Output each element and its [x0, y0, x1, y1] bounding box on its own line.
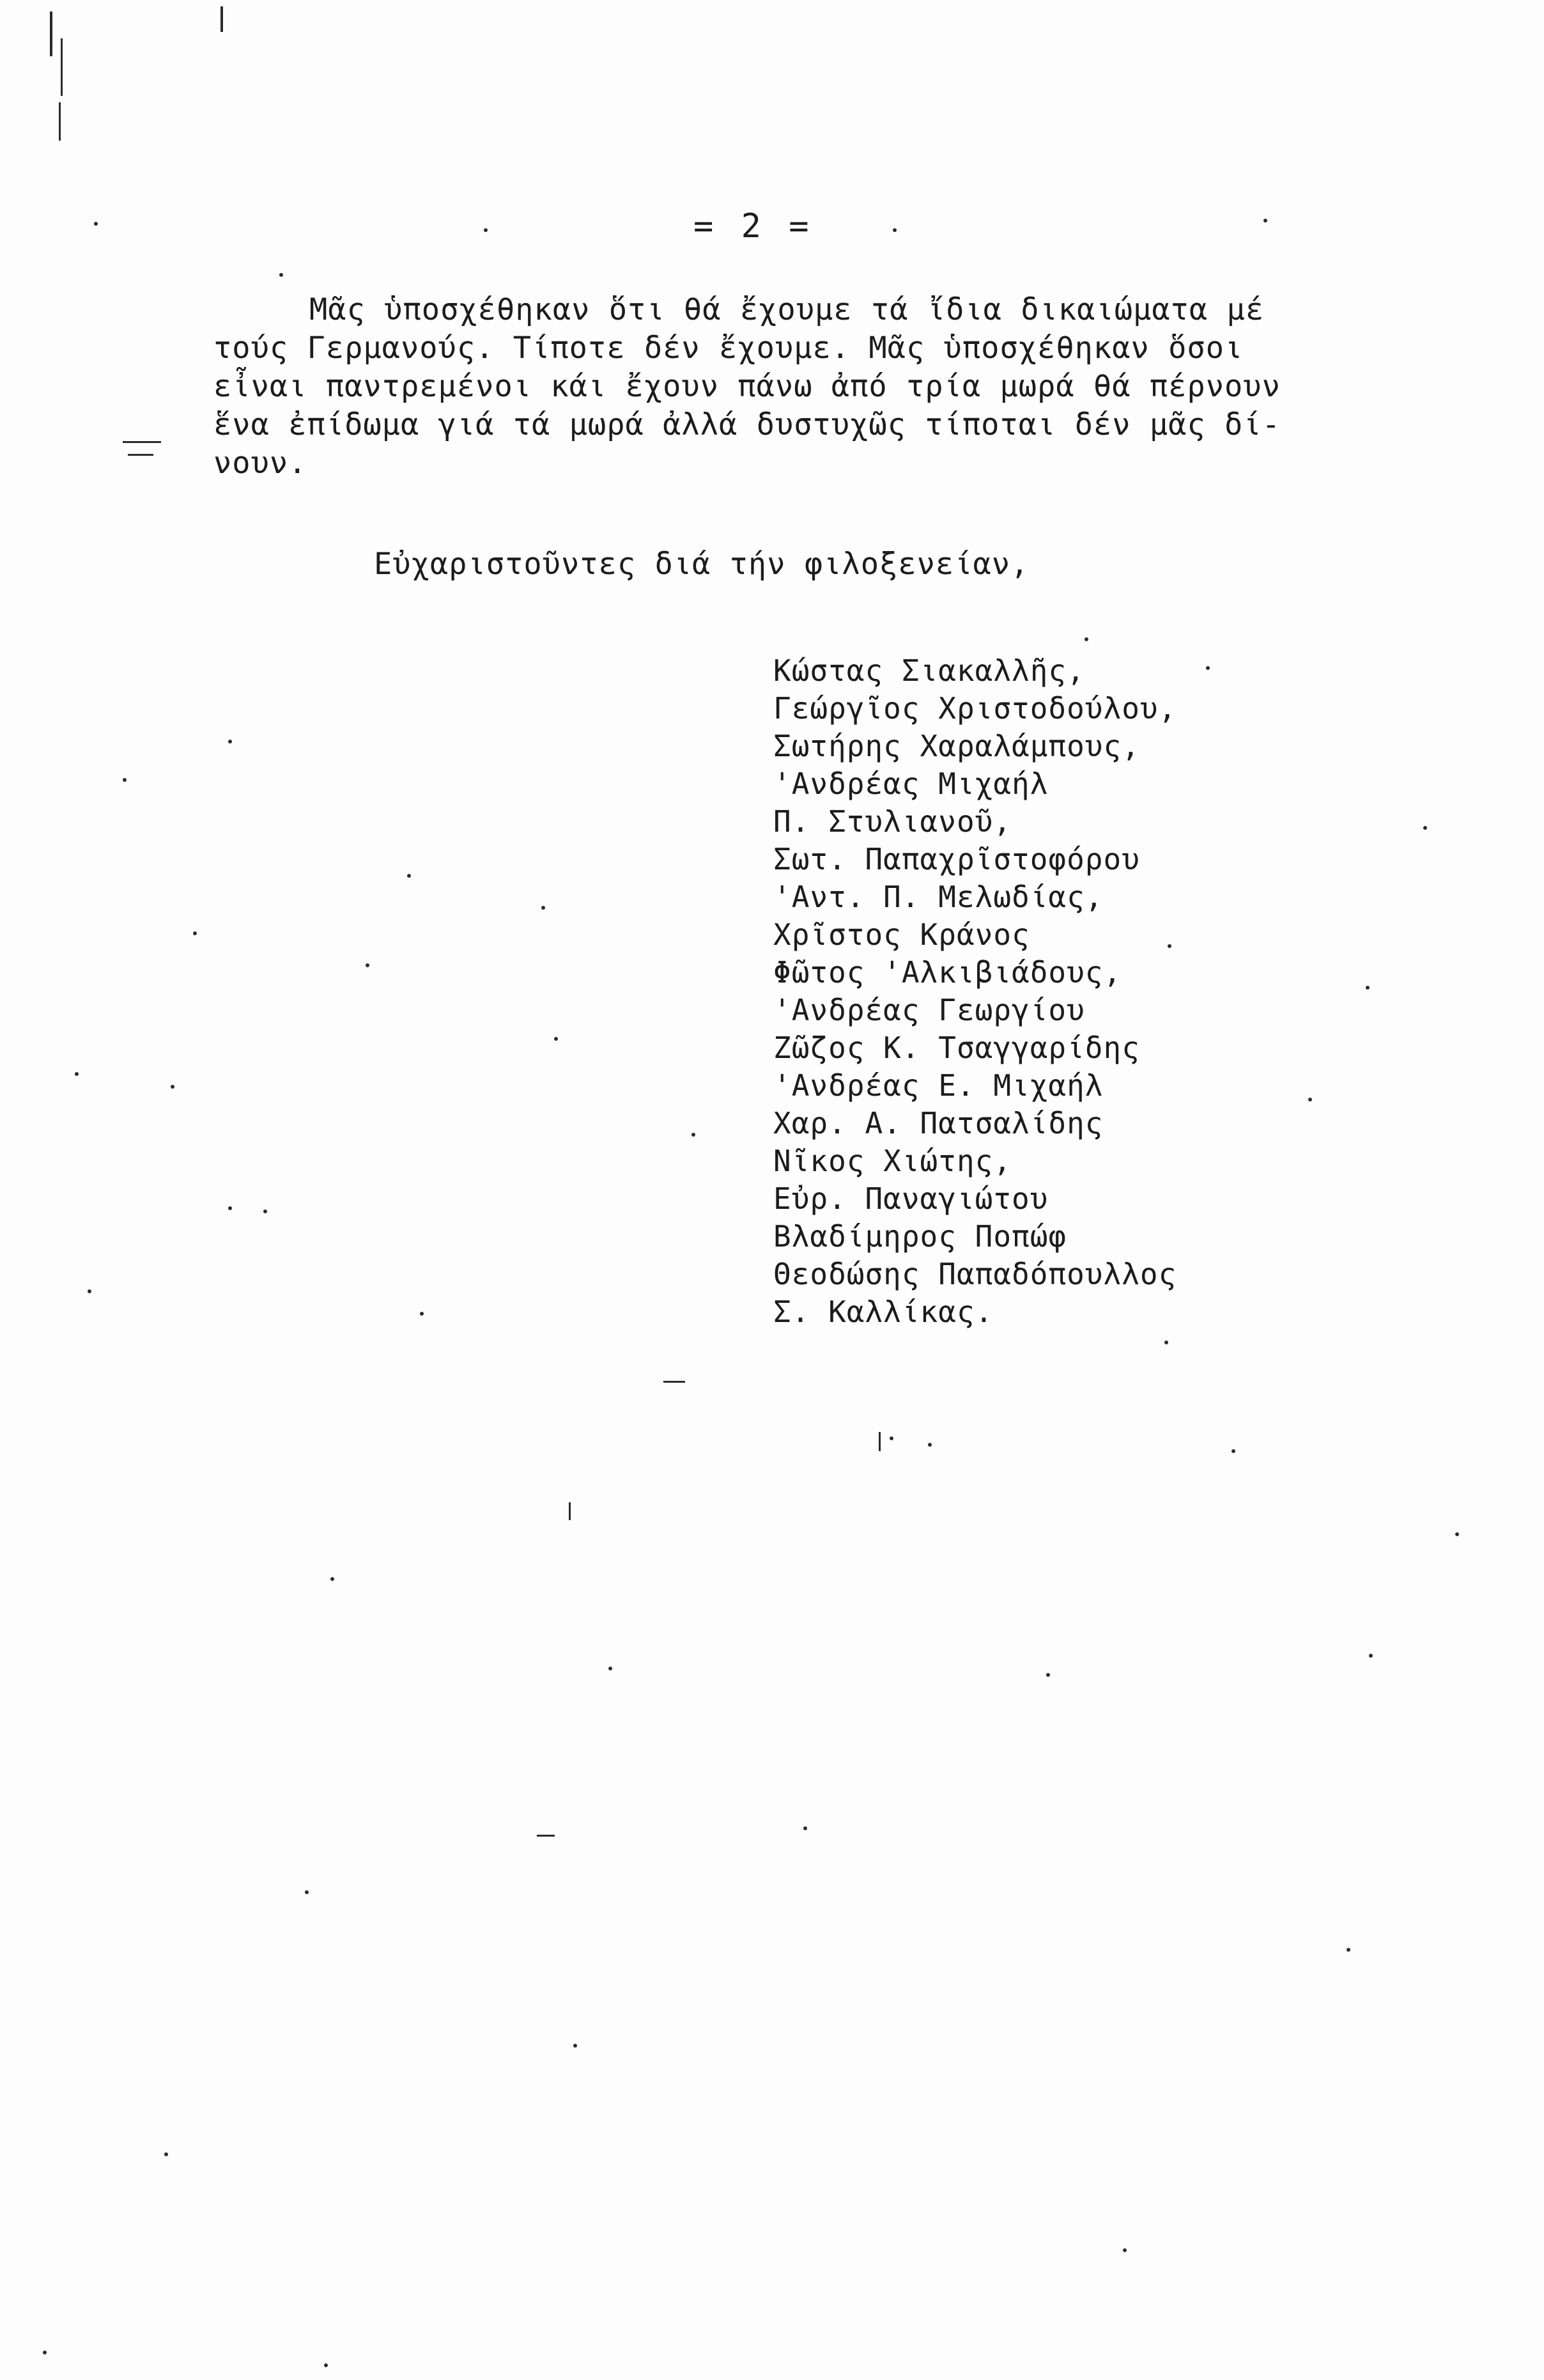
- signatory-name: 'Ανδρέας Γεωργίου: [773, 993, 1085, 1027]
- body-paragraph: [213, 291, 1338, 483]
- paragraph-line: Μᾶς ὑποσχέθηκαν ὅτι θά ἔχουμε τά ἴδια δικαιώματα μέ: [309, 292, 1265, 327]
- signatory-name: Χρῖστος Κράνος: [773, 917, 1030, 952]
- signatory-name: Θεοδώσης Παπαδόπουλλος: [773, 1257, 1177, 1291]
- signatory-list: [773, 652, 1177, 1331]
- closing-salutation: Εὐχαριστοῦντες διά τήν φιλοξενείαν,: [374, 547, 1030, 582]
- signatory-name: 'Ανδρέας Μιχαήλ: [773, 766, 1049, 801]
- signatory-name: Σωτήρης Χαραλάμπους,: [773, 729, 1140, 763]
- signatory-name: 'Αντ. Π. Μελωδίας,: [773, 880, 1104, 914]
- paragraph-line: τούς Γερμανούς. Τίποτε δέν ἔχουμε. Μᾶς ὑποσχέθηκαν ὅσοι: [213, 331, 1244, 366]
- signatory-name: Χαρ. Α. Πατσαλίδης: [773, 1106, 1104, 1140]
- paragraph-line: ἕνα ἐπίδωμα γιά τά μωρά ἀλλά δυστυχῶς τίποται δέν μᾶς δί-: [213, 407, 1281, 442]
- page-number: = 2 =: [693, 207, 813, 245]
- signatory-name: Γεώργῖος Χριστοδούλου,: [773, 691, 1177, 726]
- signatory-name: Βλαδίμηρος Ποπώφ: [773, 1219, 1067, 1254]
- paragraph-line: νουν.: [213, 446, 307, 481]
- signatory-name: 'Ανδρέας Ε. Μιχαήλ: [773, 1068, 1104, 1103]
- signatory-name: Νῖκος Χιώτης,: [773, 1144, 1012, 1178]
- signatory-name: Π. Στυλιανοῦ,: [773, 804, 1012, 839]
- paragraph-line: εἶναι παντρεμένοι κάι ἔχουν πάνω ἀπό τρία μωρά θά πέρνουν: [213, 369, 1281, 404]
- signatory-name: Σ. Καλλίκας.: [773, 1295, 994, 1329]
- signatory-name: Κώστας Σιακαλλῆς,: [773, 653, 1085, 688]
- signatory-name: Εὐρ. Παναγιώτου: [773, 1181, 1049, 1216]
- signatory-name: Ζῶζος Κ. Τσαγγαρίδης: [773, 1031, 1140, 1065]
- signatory-name: Φῶτος 'Αλκιβιάδους,: [773, 955, 1122, 990]
- signatory-name: Σωτ. Παπαχρῖστοφόρου: [773, 842, 1140, 876]
